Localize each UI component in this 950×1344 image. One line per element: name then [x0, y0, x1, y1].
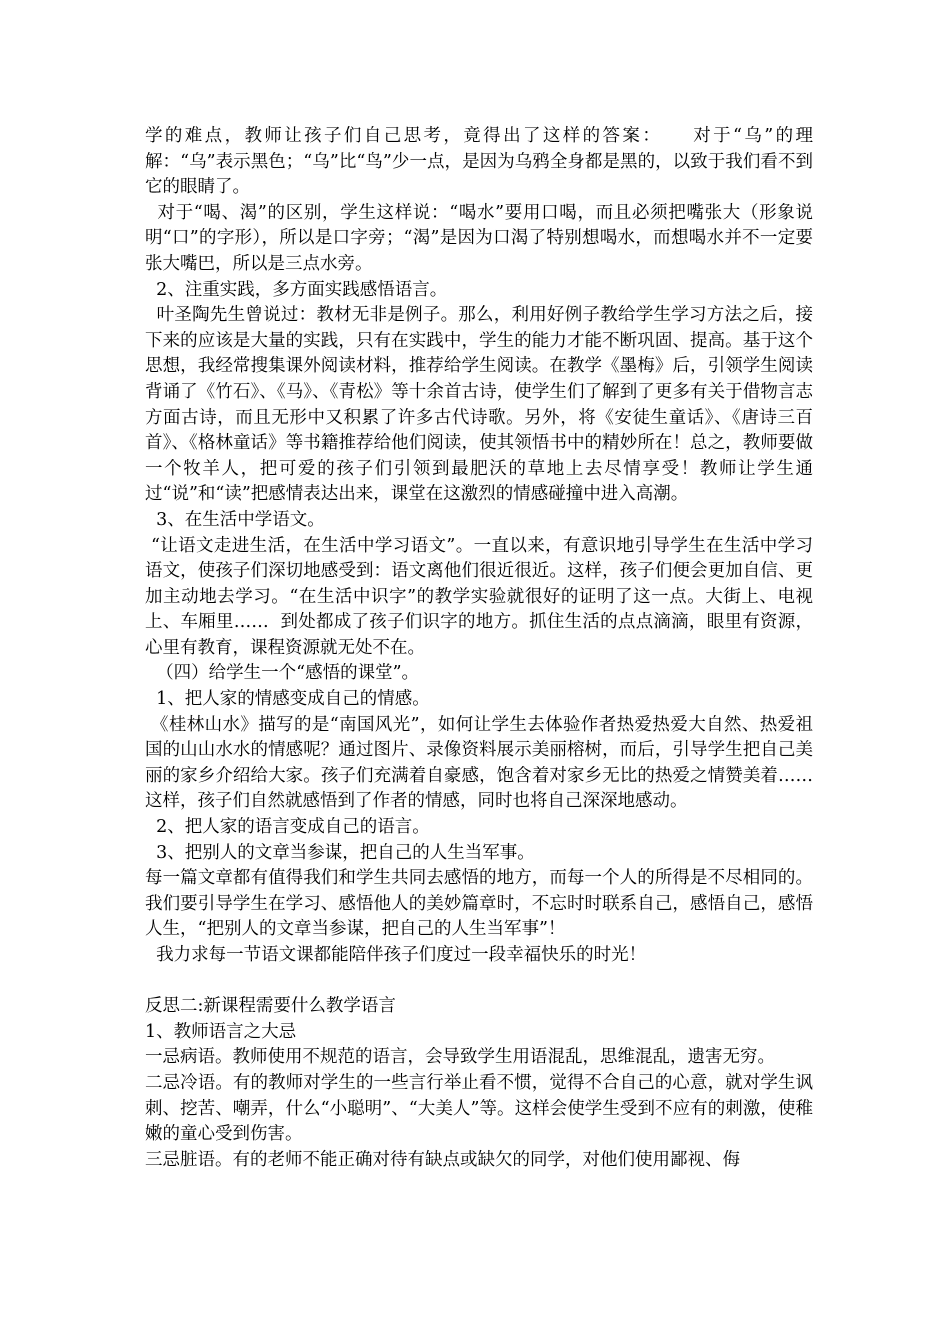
paragraph-taboo-two: 二忌冷语。有的教师对学生的一些言行举止看不惯，觉得不合自己的心意，就对学生讽刺、挖苦、嘲弄，什么“小聪明”、“大美人”等。这样会使学生受到不应有的刺激，使稚嫩的童心受到伤害。 — [145, 1072, 813, 1145]
paragraph-every-article: 每一篇文章都有值得我们和学生共同去感悟的地方，而每一个人的所得是不尽相同的。我们要引导学生在学习、感悟他人的美妙篇章时，不忘时时联系自己，感悟自己，感悟人生，“把别人的文章当参谋，把自己的人生当军事”！ — [145, 868, 813, 940]
document-page — [145, 124, 813, 1173]
paragraph-taboo-three: 三忌脏语。有的老师不能正确对待有缺点或缺欠的同学，对他们使用鄙视、侮 — [145, 1149, 740, 1170]
paragraph-drink-thirst: 对于“喝、渴”的区别，学生这样说：“喝水”要用口喝，而且必须把嘴张大（形象说明“口”的字形），所以是口字旁；“渴”是因为口渴了特别想喝水，而想喝水并不一定要张大嘴巴，所以是三点水旁。 — [145, 202, 813, 274]
heading-emotion: 1、把人家的情感变成自己的情感。 — [145, 689, 430, 710]
heading-learn-in-life: 3、在生活中学语文。 — [145, 509, 325, 530]
heading-advisor: 3、把别人的文章当参谋，把自己的人生当军事。 — [145, 842, 535, 863]
paragraph-happy-time: 我力求每一节语文课都能陪伴孩子们度过一段幸福快乐的时光！ — [145, 945, 647, 965]
paragraph-language-in-life: “让语文走进生活，在生活中学习语文”。一直以来，有意识地引导学生在生活中学习语文，使孩子们深切地感受到：语文离他们很近很近。这样，孩子们便会更加自信、更加主动地去学习。“在生活中识字”的教学实验就很好的证明了这一点。大街上、电视上、车厢里…… 到处都成了孩子们识字的地方。抓住生活的点点滴滴，眼里有资源，心里有教育，课程资源就无处不在。 — [145, 535, 813, 658]
paragraph-literacy-answer: 学的难点，教师让孩子们自己思考，竟得出了这样的答案： 对于“乌”的理解：“乌”表示黑色；“乌”比“鸟”少一点，是因为乌鸦全身都是黑的，以致于我们看不到它的眼睛了。 — [145, 126, 813, 198]
paragraph-ye-shengtao: 叶圣陶先生曾说过：教材无非是例子。那么，利用好例子教给学生学习方法之后，接下来的应该是大量的实践，只有在实践中，学生的能力才能不断巩固、提高。基于这个思想，我经常搜集课外阅读材料，推荐给学生阅读。在教学《墨梅》后，引领学生阅读背诵了《竹石》、《马》、《青松》等十余首古诗，使学生们了解到了更多有关于借物言志方面古诗，而且无形中又积累了许多古代诗歌。另外，将《安徒生童话》、《唐诗三百首》、《格林童话》等书籍推荐给他们阅读，使其领悟书中的精妙所在！总之，教师要做一个牧羊人，把可爱的孩子们引领到最肥沃的草地上去尽情享受！教师让学生通过“说”和“读”把感情表达出来，课堂在这激烈的情感碰撞中进入高潮。 — [145, 305, 813, 505]
heading-reflection-two: 反思二:新课程需要什么教学语言 — [145, 996, 396, 1017]
paragraph-taboo-one: 一忌病语。教师使用不规范的语言，会导致学生用语混乱，思维混乱，遗害无穷。 — [145, 1047, 775, 1068]
heading-taboos: 1、教师语言之大忌 — [145, 1021, 297, 1042]
heading-practice: 2、注重实践，多方面实践感悟语言。 — [145, 279, 448, 300]
heading-language: 2、把人家的语言变成自己的语言。 — [145, 817, 430, 838]
paragraph-guilin: 《桂林山水》描写的是“南国风光”，如何让学生去体验作者热爱热爱大自然、热爱祖国的山山水水的情感呢？通过图片、录像资料展示美丽榕树，而后，引导学生把自己美丽的家乡介绍给大家。孩子们充满着自豪感，饱含着对家乡无比的热爱之情赞美着……这样，孩子们自然就感悟到了作者的情感，同时也将自己深深地感动。 — [145, 714, 813, 812]
blank-line — [145, 969, 813, 995]
heading-perception-classroom: （四）给学生一个“感悟的课堂”。 — [145, 663, 420, 684]
